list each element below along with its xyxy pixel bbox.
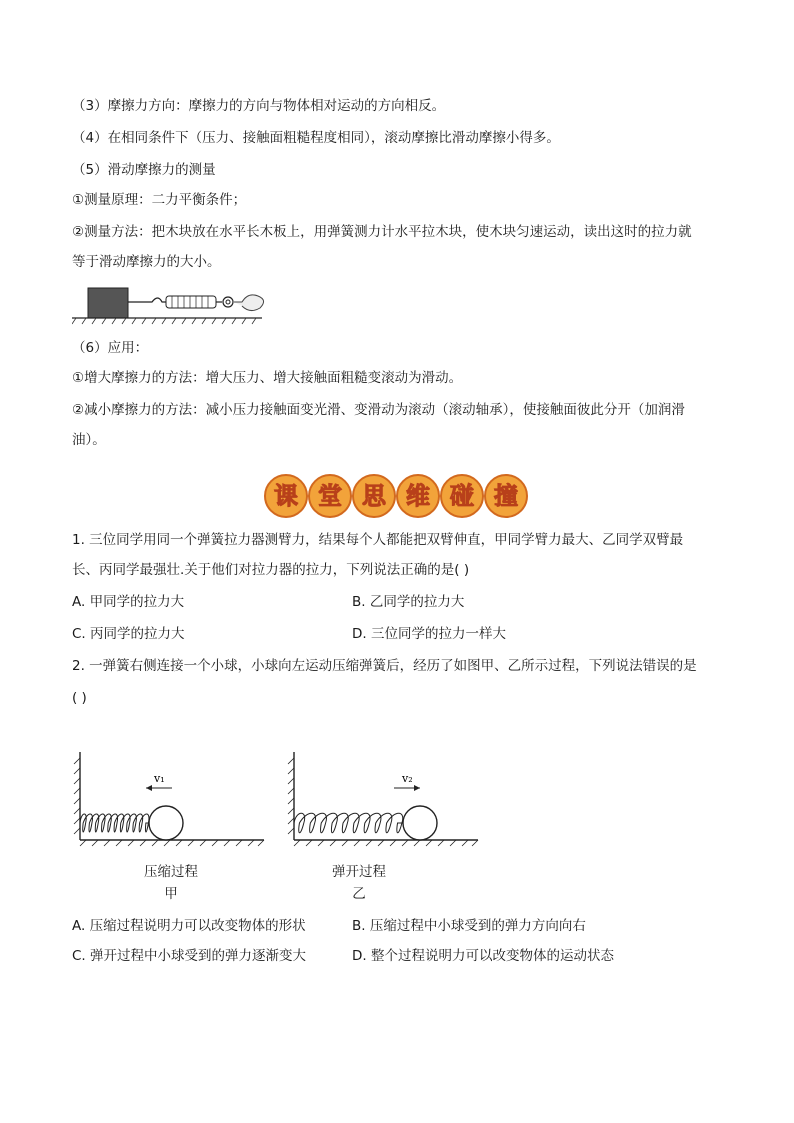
banner-char: 堂 [318, 482, 342, 510]
fig-left-caption: 压缩过程 [144, 864, 198, 880]
banner-char: 课 [274, 482, 298, 510]
q2-option-a[interactable]: A. 压缩过程说明力可以改变物体的形状 [72, 918, 306, 934]
item-4-text: （4）在相同条件下（压力、接触面粗糙程度相同），滚动摩擦比滑动摩擦小得多。 [72, 130, 560, 146]
ring [223, 297, 233, 307]
friction-measurement-figure [72, 284, 282, 326]
compressed-spring [80, 814, 149, 832]
v2-label: v₂ [402, 772, 413, 785]
decrease-line-1: ②减小摩擦力的方法：减小压力接触面变光滑、变滑动为滚动（滚动轴承），使接触面彼此分开（加润滑 [72, 402, 685, 418]
decrease-line-2: 油）。 [72, 432, 106, 448]
ball [403, 806, 437, 840]
q1-option-d[interactable]: D. 三位同学的拉力一样大 [352, 626, 506, 642]
q2-option-c[interactable]: C. 弹开过程中小球受到的弹力逐渐变大 [72, 948, 307, 964]
fig-right-caption: 弹开过程 [332, 864, 386, 880]
item-5-text: （5）滑动摩擦力的测量 [72, 162, 216, 178]
method-line-2: 等于滑动摩擦力的大小。 [72, 254, 221, 270]
q1-option-a[interactable]: A. 甲同学的拉力大 [72, 594, 185, 610]
compression-figure [72, 748, 272, 848]
spring-scale [166, 296, 216, 308]
method-line-1: ②测量方法：把木块放在水平长木板上，用弹簧测力计水平拉木块，使木块匀速运动，读出这时的拉力就 [72, 224, 692, 240]
extended-spring [294, 813, 403, 833]
principle-text: ①测量原理：二力平衡条件； [72, 192, 247, 208]
q1-option-b[interactable]: B. 乙同学的拉力大 [352, 594, 465, 610]
v1-label: v₁ [154, 772, 165, 785]
fig-left-label: 甲 [164, 886, 178, 902]
increase-friction-text: ①增大摩擦力的方法：增大压力、增大接触面粗糙变滚动为滑动。 [72, 370, 463, 386]
q2-option-d[interactable]: D. 整个过程说明力可以改变物体的运动状态 [352, 948, 614, 964]
q1-stem-line-1: 1. 三位同学用同一个弹簧拉力器测臂力，结果每个人都能把双臂伸直，甲同学臂力最大、乙同学双臂最 [72, 532, 684, 548]
surface-hatching [72, 318, 256, 324]
hook [128, 298, 166, 302]
fig-right-label: 乙 [352, 886, 366, 902]
wooden-block [88, 288, 128, 318]
q1-stem-line-2: 长、丙同学最强壮.关于他们对拉力器的拉力，下列说法正确的是( ) [72, 562, 470, 578]
banner-char: 碰 [450, 482, 474, 510]
q2-stem-line-2: ( ) [72, 690, 87, 706]
q2-stem-line-1: 2. 一弹簧右侧连接一个小球，小球向左运动压缩弹簧后，经历了如图甲、乙所示过程，下列说法错误的是 [72, 658, 697, 674]
banner-char: 撞 [494, 482, 518, 510]
item-3-text: （3）摩擦力方向：摩擦力的方向与物体相对运动的方向相反。 [72, 98, 446, 114]
item-6-text: （6）应用： [72, 340, 149, 356]
q2-option-b[interactable]: B. 压缩过程中小球受到的弹力方向向右 [352, 918, 586, 934]
banner-char: 维 [406, 482, 430, 510]
q1-option-c[interactable]: C. 丙同学的拉力大 [72, 626, 185, 642]
release-figure [286, 748, 486, 848]
ball [149, 806, 183, 840]
banner-char: 思 [362, 482, 386, 510]
section-banner [262, 474, 532, 518]
hand-icon [234, 295, 264, 311]
